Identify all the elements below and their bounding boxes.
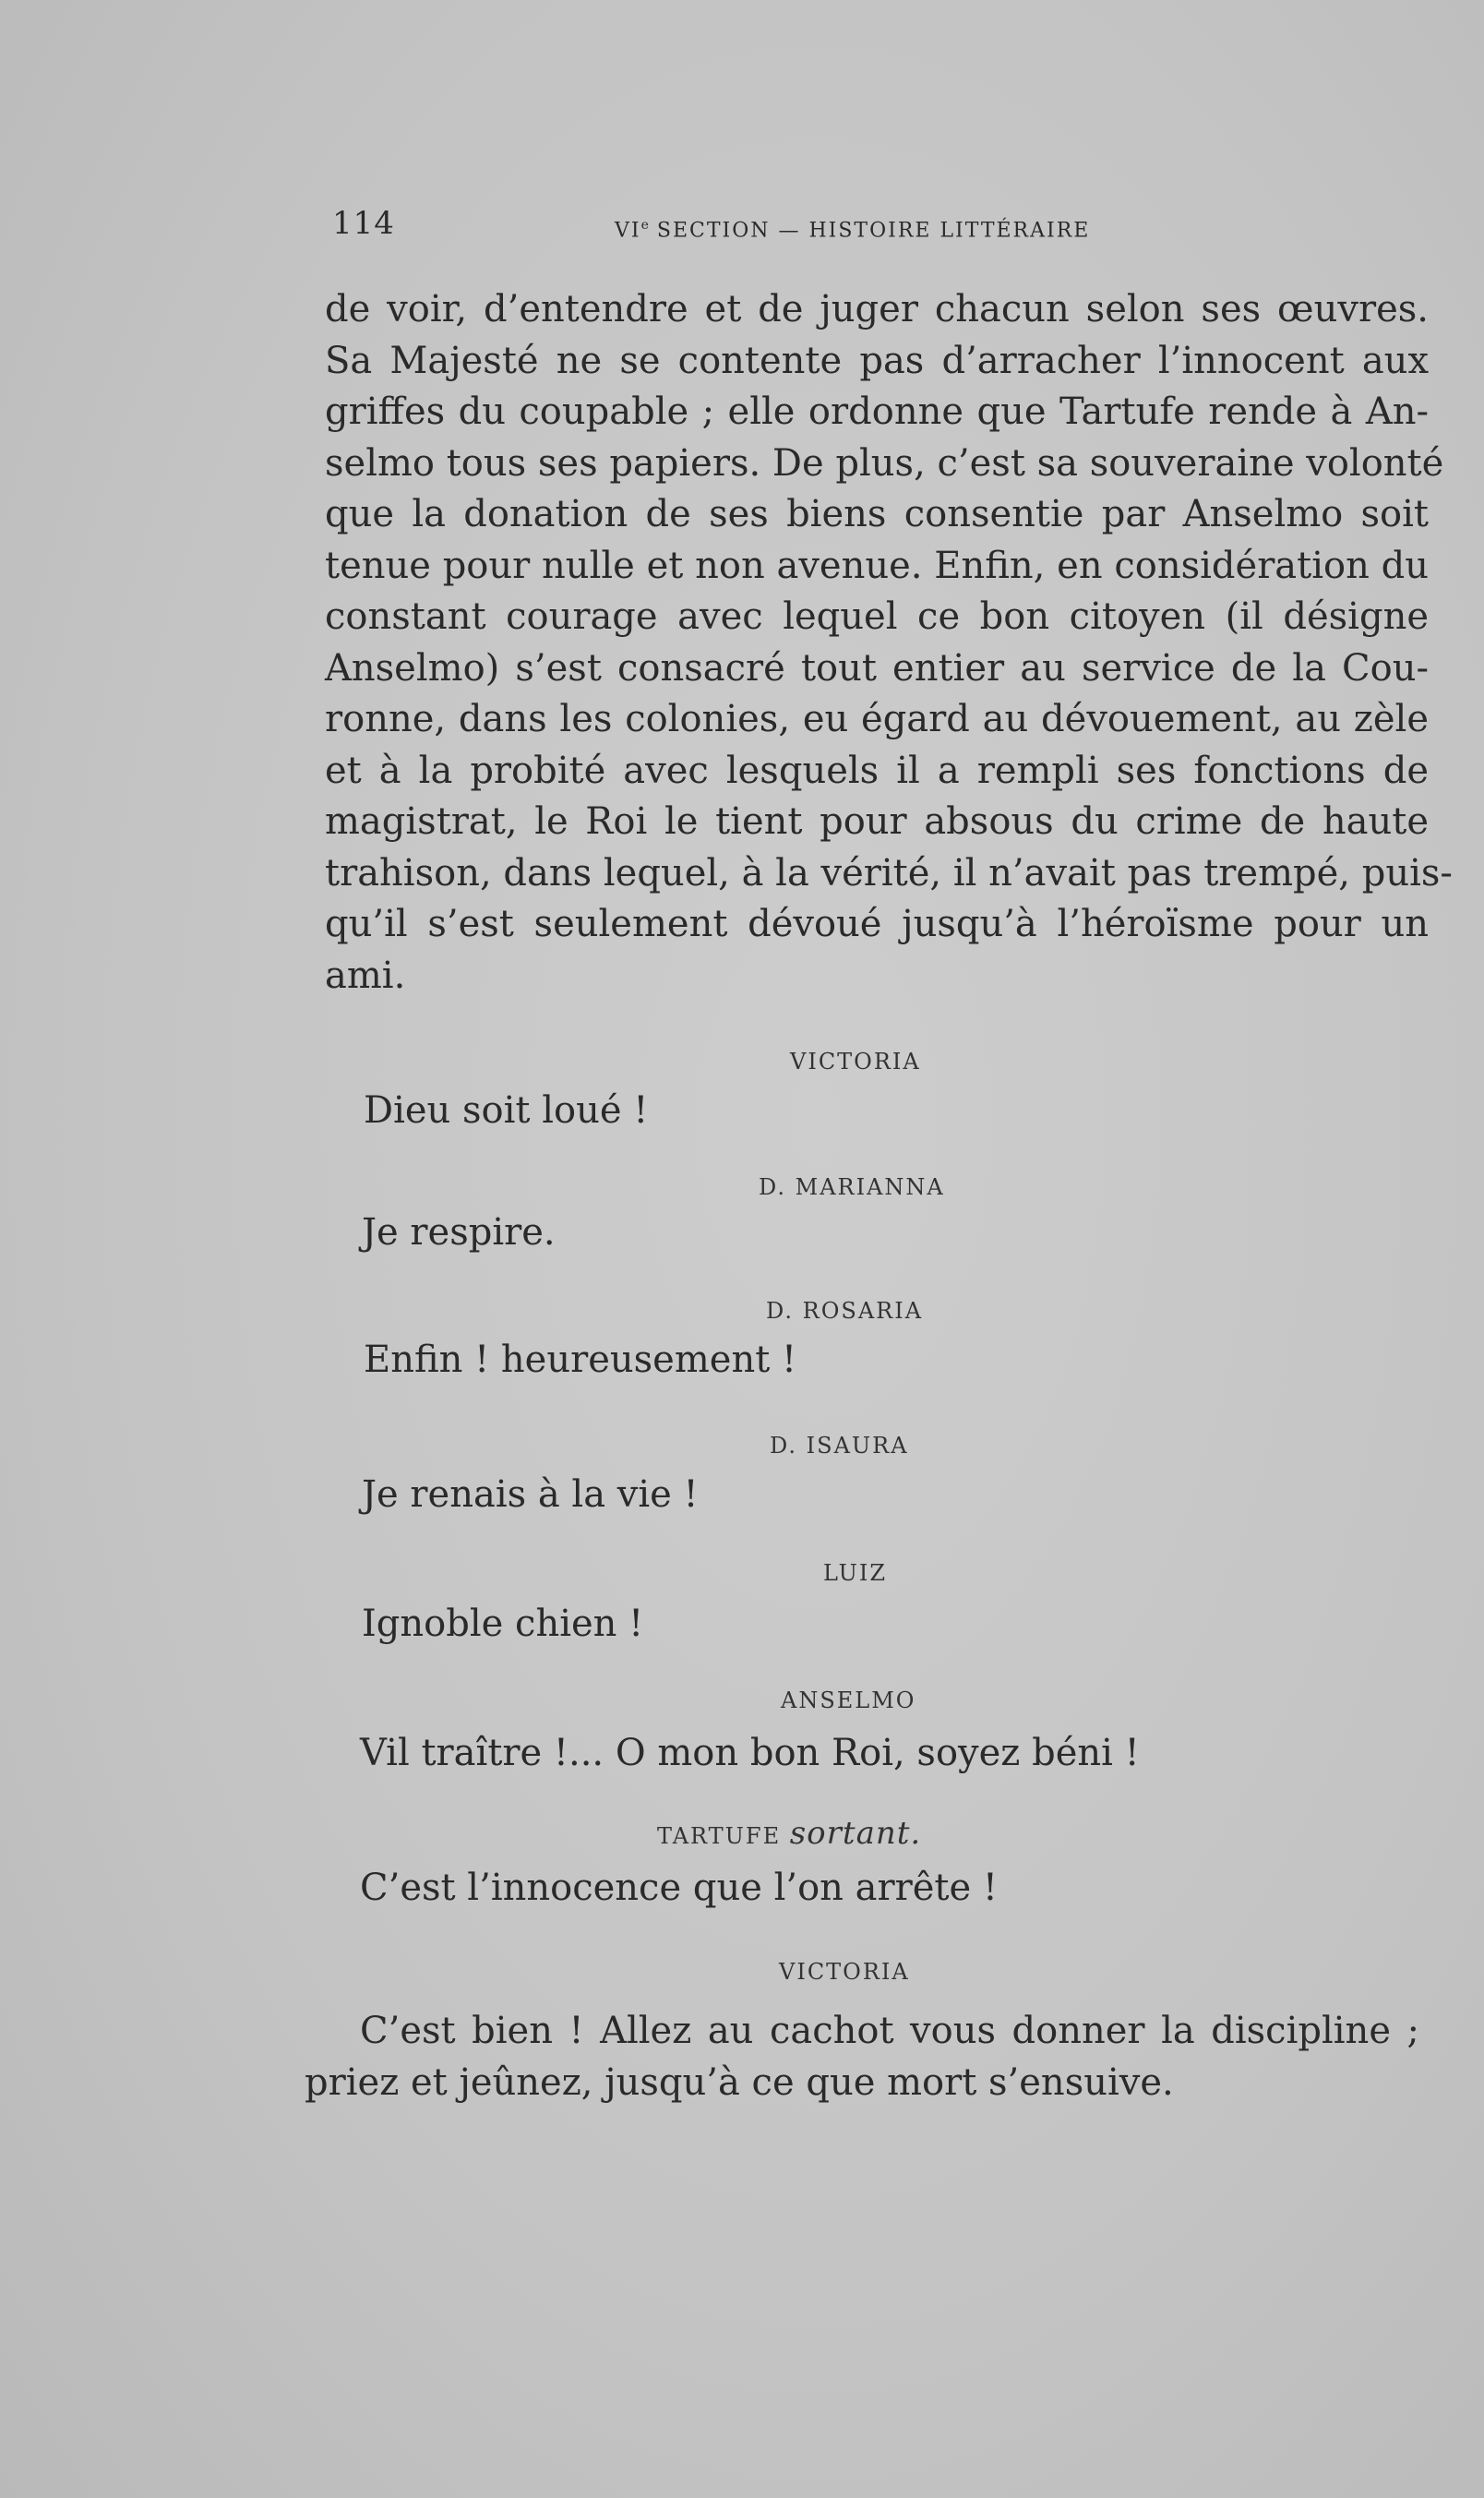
prose-line: constant courage avec lequel ce bon citoyen (il désigne xyxy=(325,595,1429,638)
speech-line: Je respire. xyxy=(362,1211,556,1254)
speech-line: C’est l’innocence que l’on arrête ! xyxy=(360,1867,998,1909)
prose-line: Sa Majesté ne se contente pas d’arracher l’innocent aux xyxy=(325,339,1429,382)
prose-line: selmo tous ses papiers. De plus, c’est sa souveraine volonté xyxy=(325,441,1444,485)
prose-line: et à la probité avec lesquels il a rempli ses fonctions de xyxy=(325,749,1429,792)
prose-line: griffes du coupable ; elle ordonne que Tartufe rende à An- xyxy=(325,390,1429,433)
prose-line: de voir, d’entendre et de juger chacun selon ses œuvres. xyxy=(325,288,1429,330)
speech-line: C’est bien ! Allez au cachot vous donner la discipline ; xyxy=(360,2010,1419,2052)
speaker-name xyxy=(657,1815,921,1852)
prose-line: trahison, dans lequel, à la vérité, il n’avait pas trempé, puis- xyxy=(325,851,1453,895)
speech-line: priez et jeûnez, jusqu’à ce que mort s’ensuive. xyxy=(305,2061,1174,2104)
prose-line: que la donation de ses biens consentie par Anselmo soit xyxy=(325,493,1429,535)
speaker-name: D. ISAURA xyxy=(770,1433,909,1459)
speech-line: Vil traître !... O mon bon Roi, soyez béni ! xyxy=(360,1732,1140,1774)
speaker-name: D. MARIANNA xyxy=(759,1174,945,1200)
section-superscript: e xyxy=(640,218,649,233)
speaker-name: LUIZ xyxy=(823,1560,888,1586)
speech-line: Ignoble chien ! xyxy=(362,1603,644,1645)
stage-direction: sortant. xyxy=(789,1815,922,1852)
speech-line: Dieu soit loué ! xyxy=(364,1089,649,1132)
final-speech xyxy=(305,2005,1419,2108)
prose-line: ronne, dans les colonies, eu égard au dévouement, au zèle xyxy=(325,698,1429,740)
prose-line: Anselmo) s’est consacré tout entier au service de la Cou- xyxy=(325,646,1429,690)
speaker-name: D. ROSARIA xyxy=(766,1298,924,1324)
running-head xyxy=(615,218,1090,242)
speaker-name-text: TARTUFE xyxy=(657,1823,782,1849)
prose-line: magistrat, le Roi le tient pour absous du crime de haute xyxy=(325,800,1429,843)
section-roman: VI xyxy=(615,219,641,243)
prose-line: qu’il s’est seulement dévoué jusqu’à l’héroïsme pour un xyxy=(325,903,1429,945)
speech-line: Je renais à la vie ! xyxy=(362,1473,699,1516)
speaker-name: VICTORIA xyxy=(779,1959,910,1985)
prose-paragraph xyxy=(325,284,1453,1002)
speaker-name: ANSELMO xyxy=(781,1687,916,1713)
page-header xyxy=(332,205,1436,251)
prose-line: ami. xyxy=(325,954,406,997)
prose-line: tenue pour nulle et non avenue. Enfin, en considération du xyxy=(325,544,1429,587)
speech-line: Enfin ! heureusement ! xyxy=(364,1339,797,1381)
running-title: SECTION — HISTOIRE LITTÉRAIRE xyxy=(656,219,1091,243)
speaker-name: VICTORIA xyxy=(790,1049,921,1075)
page-number: 114 xyxy=(332,205,395,242)
